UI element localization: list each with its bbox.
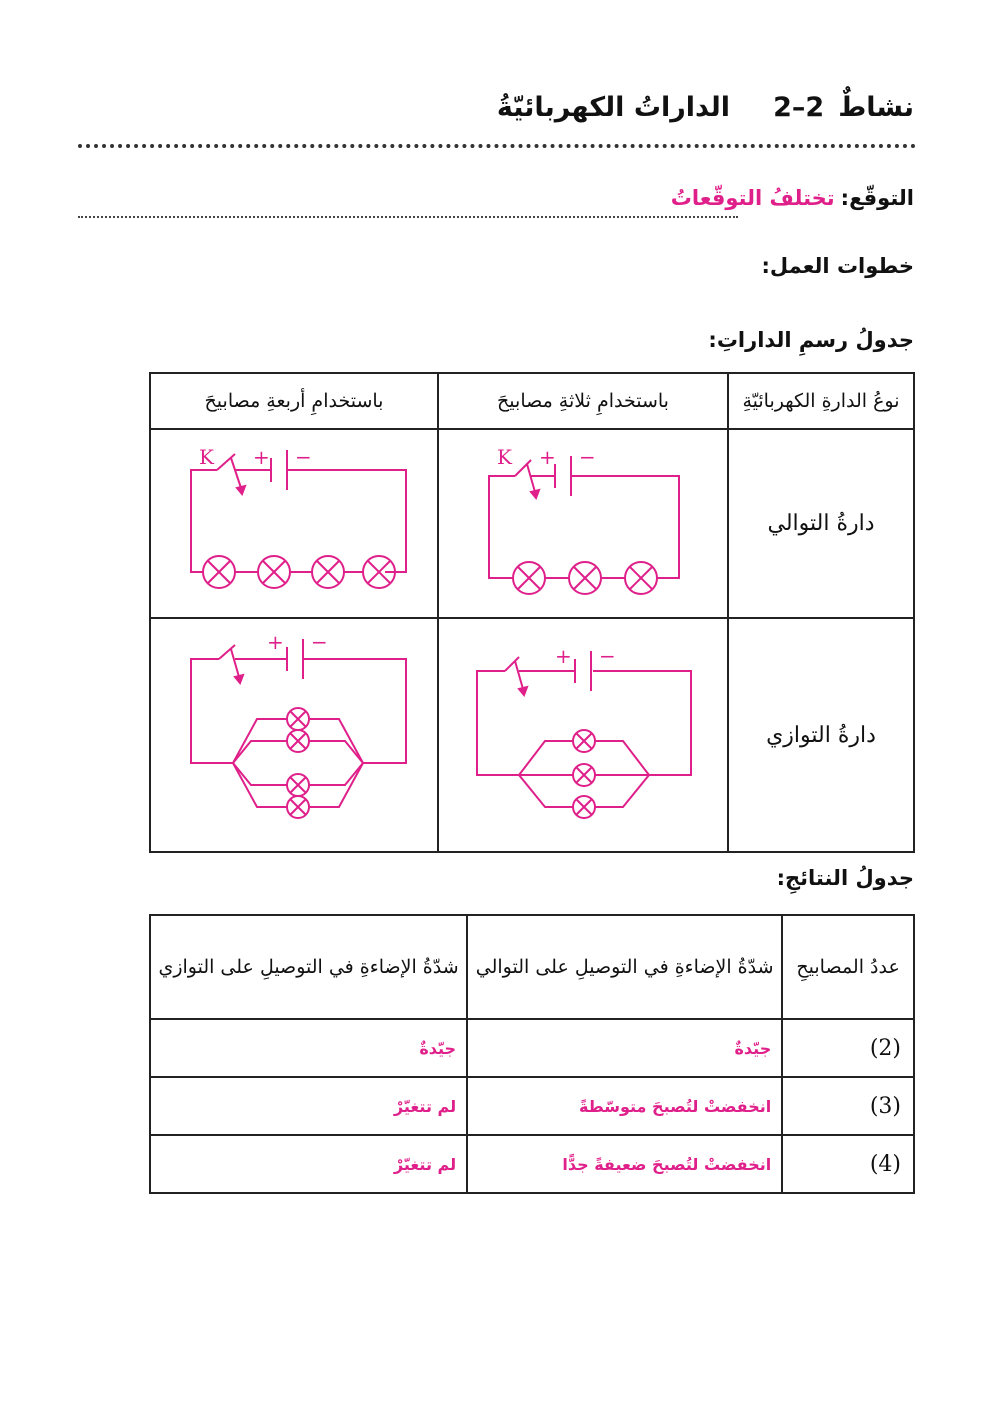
- lamp-2: [258, 556, 290, 588]
- header-three-lamps: باستخدامِ ثلاثةِ مصابيحَ: [438, 373, 728, 429]
- plus-label: +: [253, 445, 270, 469]
- lamp-1: [573, 730, 595, 752]
- parallel-three-lamps-cell: [438, 618, 728, 852]
- lamp-3: [312, 556, 344, 588]
- minus-label: −: [579, 445, 596, 469]
- plus-label: +: [555, 644, 572, 668]
- minus-label: −: [599, 644, 616, 668]
- lamp-1: [513, 562, 545, 594]
- prediction-label: التوقّع:: [840, 186, 914, 210]
- parallel-result: لم تتغيّرْ: [150, 1077, 467, 1135]
- prediction-line: [671, 186, 914, 210]
- header-lamp-count: عددُ المصابيحِ: [782, 915, 914, 1019]
- series-result: انخفضتْ لتُصبحَ ضعيفةً جدًّا: [467, 1135, 782, 1193]
- lamp-count: (3): [782, 1077, 914, 1135]
- parallel-four-lamps-cell: [150, 618, 438, 852]
- prediction-answer: تختلفُ التوقّعاتُ: [670, 186, 835, 210]
- parallel-row-label: دارةُ التوازي: [728, 618, 914, 852]
- results-header-row: [150, 915, 914, 1019]
- lamp-1: [203, 556, 235, 588]
- circuits-table: [149, 372, 915, 853]
- lamp-3: [625, 562, 657, 594]
- plus-label: +: [539, 445, 556, 469]
- activity-number: 2–2: [773, 92, 825, 123]
- series-four-lamps-cell: [150, 429, 438, 618]
- lamp-2: [573, 764, 595, 786]
- lamp-2: [569, 562, 601, 594]
- lamp-2: [287, 730, 309, 752]
- parallel-circuit-four-lamps: [151, 619, 437, 847]
- header-circuit-type: نوعُ الدارةِ الكهربائيّةِ: [728, 373, 914, 429]
- table-row: [150, 1135, 914, 1193]
- header-parallel-brightness: شدّةُ الإضاءةِ في التوصيلِ على التوازي: [150, 915, 467, 1019]
- parallel-row: [150, 618, 914, 852]
- activity-header: [773, 92, 914, 123]
- series-circuit-four-lamps: [151, 430, 437, 613]
- series-row: [150, 429, 914, 618]
- header-series-brightness: شدّةُ الإضاءةِ في التوصيلِ على التوالي: [467, 915, 782, 1019]
- parallel-result: لم تتغيّرْ: [150, 1135, 467, 1193]
- parallel-result: جيّدةٌ: [150, 1019, 467, 1077]
- minus-label: −: [311, 630, 328, 654]
- lamp-3: [573, 796, 595, 818]
- lamp-count: (4): [782, 1135, 914, 1193]
- series-circuit-three-lamps: [439, 430, 727, 613]
- results-table: [149, 914, 915, 1194]
- results-table-caption: جدولُ النتائجِ:: [776, 866, 914, 890]
- table-row: [150, 1077, 914, 1135]
- header-divider: [78, 144, 916, 148]
- lamp-4: [287, 796, 309, 818]
- switch-label: K: [199, 445, 214, 469]
- switch-label: K: [497, 445, 512, 469]
- series-row-label: دارةُ التوالي: [728, 429, 914, 618]
- lamp-count: (2): [782, 1019, 914, 1077]
- page-title: الداراتُ الكهربائيّةُ: [496, 92, 730, 123]
- circuits-table-caption: جدولُ رسمِ الداراتِ:: [708, 328, 914, 352]
- minus-label: −: [295, 445, 312, 469]
- series-result: انخفضتْ لتُصبحَ متوسّطةً: [467, 1077, 782, 1135]
- activity-label: نشاطٌ: [838, 92, 914, 123]
- steps-label: خطوات العمل:: [761, 254, 914, 278]
- lamp-1: [287, 708, 309, 730]
- header-four-lamps: باستخدامِ أربعةِ مصابيحَ: [150, 373, 438, 429]
- plus-label: +: [267, 630, 284, 654]
- series-result: جيّدةٌ: [467, 1019, 782, 1077]
- lamp-3: [287, 774, 309, 796]
- circuits-header-row: [150, 373, 914, 429]
- prediction-dotted-line: [78, 216, 738, 218]
- series-three-lamps-cell: [438, 429, 728, 618]
- parallel-circuit-three-lamps: [439, 619, 727, 847]
- table-row: [150, 1019, 914, 1077]
